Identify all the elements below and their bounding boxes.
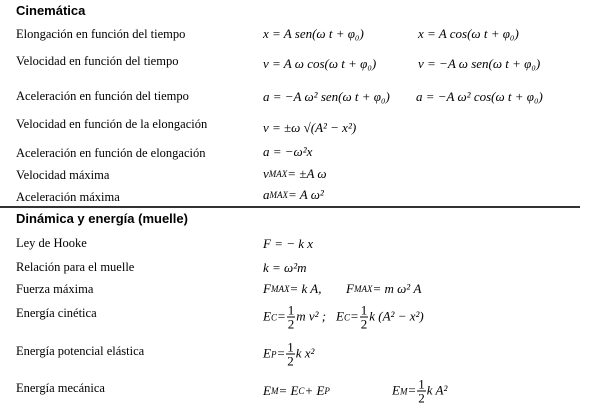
formula: E P = $\frac{1}{2}$ k x² [263,339,315,369]
row-label: Velocidad máxima [16,167,110,182]
row-label: Velocidad en función del tiempo [16,53,179,68]
fraction-part: 1 [287,302,295,318]
formula: F MAX = m ω² A [346,280,422,296]
row-label: Elongación en función del tiempo [16,26,186,41]
fraction [287,304,296,331]
formula: E C = $\frac{1}{2}$ m v² ; [263,302,327,332]
formula-text: k (A² − x²) [369,308,424,324]
row-label: Energía potencial elástica [16,343,145,358]
fraction-part: 1 [360,302,368,318]
formula-text: v = −A ω sen(ω t + φ₀) [418,55,541,71]
formula-text: = [276,308,286,324]
formula-text: x = A cos(ω t + φ₀) [418,25,519,41]
formula-text: E [263,382,271,398]
formula-text: a [263,186,270,202]
row-label: Aceleración máxima [16,189,120,204]
formula [418,27,519,41]
formula-text: v [263,165,269,181]
formula: a MAX = A ω² [263,186,324,202]
fraction-part: 1 [287,339,294,355]
formula-text: = m ω² A [372,280,422,296]
formula-text: a = −ω²x [263,143,313,159]
formula-text: a = −A ω² cos(ω t + φ₀) [416,88,543,104]
formula [263,57,376,71]
formula-text: a = −A ω² sen(ω t + φ₀) [263,88,390,104]
fraction-part: 2 [418,390,425,406]
formula-text: k x² [295,345,315,361]
formula [416,90,543,104]
section-divider [0,206,580,208]
formula-text: F = − k x [263,235,314,251]
formula-text: = [349,308,359,324]
fraction-part: 2 [287,316,295,332]
formula [263,90,390,104]
section-title-cinematica: Cinemática [16,3,86,18]
formula-text: v = A ω cos(ω t + φ₀) [263,55,377,71]
row-label: Energía mecánica [16,380,105,395]
formula-text: = A ω² [288,186,324,202]
formula-text: E [263,308,271,324]
formula: v MAX = ±A ω [263,165,327,181]
row-label: Ley de Hooke [16,235,87,250]
formula [263,145,312,159]
row-label: Fuerza máxima [16,281,94,296]
formula-text: = [276,345,286,361]
fraction [417,378,426,405]
formula: E C = $\frac{1}{2}$ k (A² − x²) [336,302,424,332]
formula: E M = E C + E P [263,382,330,398]
formula-text: + E [304,382,325,398]
row-label: Relación para el muelle [16,259,135,274]
formula-text: F [346,280,354,296]
formula-text: E [263,345,271,361]
formula [263,237,313,251]
fraction-part: 1 [418,376,425,392]
formula [263,261,307,275]
formula-text: m v² ; [296,308,327,324]
fraction [360,304,369,331]
fraction-part: 2 [287,353,294,369]
row-label: Aceleración en función de elongación [16,145,206,160]
formula-text: = ±A ω [287,165,327,181]
formula-text: k A² [426,382,448,398]
fraction [286,341,295,368]
row-label: Energía cinética [16,305,97,320]
formula [418,57,540,71]
formula-text: = [407,382,417,398]
formula [263,27,364,41]
row-label: Aceleración en función del tiempo [16,88,189,103]
formula-text: = E [278,382,299,398]
formula [263,121,356,135]
formula: E M = $\frac{1}{2}$ k A² [392,376,448,406]
formula-text: F [263,280,271,296]
formula-text: k = ω²m [263,259,307,275]
formula-text: v = ±ω √(A² − x²) [263,119,357,135]
row-label: Velocidad en función de la elongación [16,116,208,131]
formula-text: x = A sen(ω t + φ₀) [263,25,364,41]
fraction-part: 2 [360,316,368,332]
section-title-dinamica: Dinámica y energía (muelle) [16,211,188,226]
formula-text: = k A, [289,280,322,296]
formula: F MAX = k A, [263,280,322,296]
formula-text: E [392,382,400,398]
formula-text: E [336,308,344,324]
